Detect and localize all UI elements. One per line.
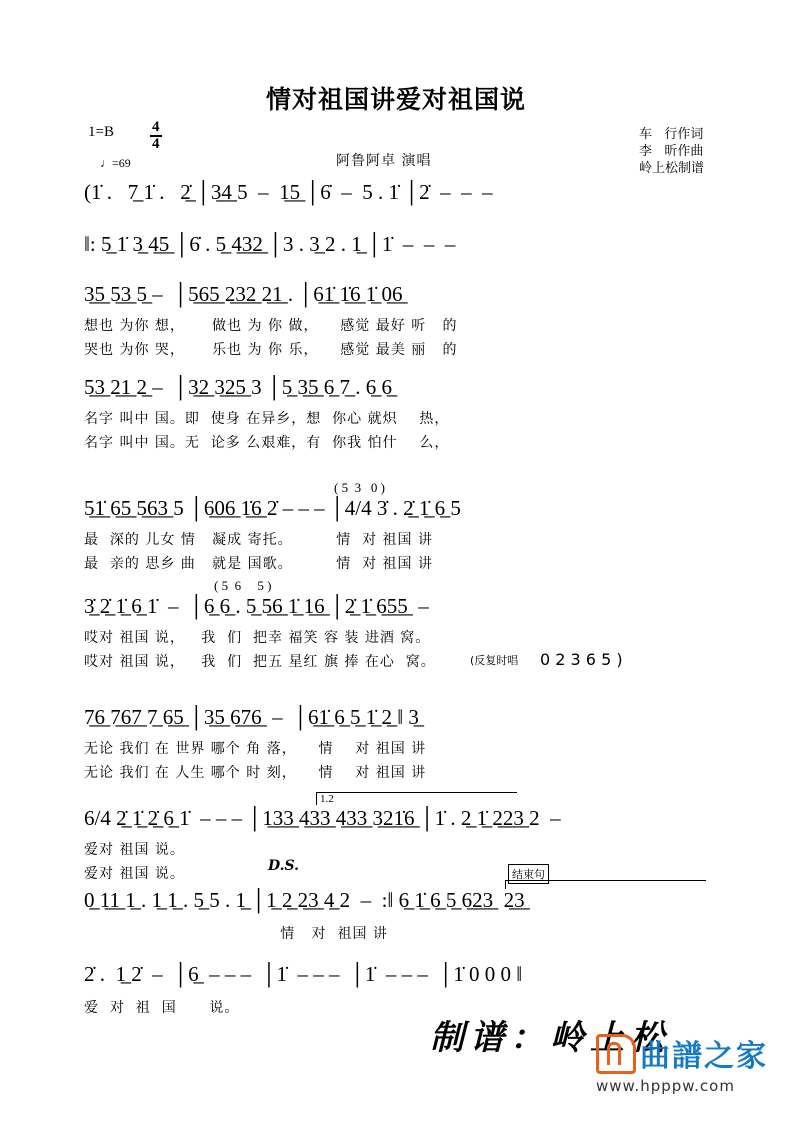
repeat-instruction: (反复时唱 xyxy=(470,654,519,667)
system-6-lyrics-line-2: 哎对 祖国 说， 我 们 把五 星红 旗 捧 在心 窝。 xyxy=(84,654,436,670)
system-8-lyrics-line-2: 爱对 祖国 说。 xyxy=(84,866,185,882)
system-9-lyrics-line-1: 情 对 祖国 讲 xyxy=(84,926,388,942)
credit-lyricist: 车 行作词 xyxy=(638,127,704,142)
page-title: 情对祖国讲爱对祖国说 xyxy=(265,85,526,114)
ending-section-label: 结束句 xyxy=(508,864,549,884)
key-signature: 1=B xyxy=(88,124,114,140)
site-url: www.hpppw.com xyxy=(596,1077,735,1095)
repeat-instruction-notes: 0 2 3 6 5 ) xyxy=(540,650,623,669)
volta-label: 1.2 xyxy=(320,793,334,805)
music-system-4 xyxy=(84,375,708,452)
system-8-lyrics-line-1: 爱对 祖国 说。 xyxy=(84,842,185,858)
system-7-notes: 7̲6̲ 7̲6̲7̲ 7̲ 6̲5̲ │3̲5̲ 6̲7̲6̲ – │6̲1̲̇ 6̲ 5̲ 1̲̇ 2̲ ‖ 3̲ xyxy=(84,705,419,729)
system-6-lyrics-line-1: 哎对 祖国 说， 我 们 把幸 福笑 容 装 进酒 窝。 xyxy=(84,630,431,646)
system-5-ornament: ( 5 3 0 ) xyxy=(334,480,385,495)
system-6-ornament: ( 5 6 5 ) xyxy=(214,578,272,593)
arranger-signature: 制谱：岭上松 xyxy=(430,1018,670,1058)
system-9-notes: 0̲ 1̲1̲ 1̲ . 1̲ 1̲ . 5̲ 5 . 1̲ │1̲ 2̲ 2̲3̲ 4̲ 2 – :‖ 6̲ 1̲̇ 6̲ 5̲ 6̲2̲3̲ 2̲3̲ xyxy=(84,888,525,912)
ds-mark: D.S. xyxy=(268,858,300,874)
system-10-lyrics-line-1: 爱 对 祖 国 说。 xyxy=(84,1000,240,1016)
system-1-notes: (1̇ . 7̲ 1̇ . 2̲̇ │3̲4̲ 5 – 1̲5̲ │6̇ – 5 . 1̇ │2̇ – – – xyxy=(84,180,493,204)
music-system-9 xyxy=(84,888,708,943)
system-4-lyrics-line-1: 名字 叫中 国。即 使身 在异乡，想 你心 就炽 热， xyxy=(84,411,450,427)
system-7-lyrics-line-1: 无论 我们 在 世界 哪个 角 落， 情 对 祖国 讲 xyxy=(84,741,427,757)
system-4-notes: 5̲3̲ 2̲1̲ 2̲ – │3̲2̲ 3̲2̲5̲ 3 │5̲ 3̲5̲ 6̲ 7̲ . 6̲ 6̲ xyxy=(84,375,393,399)
system-7-lyrics-line-2: 无论 我们 在 人生 哪个 时 刻， 情 对 祖国 讲 xyxy=(84,765,427,781)
system-3-notes: 3̲5̲ 5̲3̲ 5̲ – │5̲6̲5̲ 2̲3̲2̲ 2̲1̲ . │6̲1̲̇ 1̲̇6̲ 1̲̇ 0̲6̲ xyxy=(84,282,403,306)
system-3-lyrics-line-2: 哭也 为你 哭， 乐也 为 你 乐， 感觉 最美 丽 的 xyxy=(84,342,458,358)
music-system-7 xyxy=(84,705,708,782)
time-signature xyxy=(150,120,162,153)
music-system-8 xyxy=(84,806,708,883)
music-system-2 xyxy=(84,232,708,257)
system-5-lyrics-line-2: 最 亲的 思乡 曲 就是 国歌。 情 对 祖国 讲 xyxy=(84,556,434,572)
system-4-lyrics-line-2: 名字 叫中 国。无 论多 么艰难，有 你我 怕什 么， xyxy=(84,435,450,451)
credits-block xyxy=(639,126,704,177)
system-2-notes: ‖: 5̲ 1̇ 3̲ 4̲5̲ │6̇ . 5̲ 4̲3̲2̲ │3 . 3̲ 2 . 1̲ │1̇ – – – xyxy=(84,232,456,256)
time-signature-denominator: 4 xyxy=(152,136,160,153)
volta-bracket xyxy=(316,792,517,805)
music-system-1 xyxy=(84,180,708,205)
system-10-notes: 2̇ . 1̲ 2̇ – │6̲ – – – │1̇ – – – │1̇ – – – │1̇ 0 0 0 ‖ xyxy=(84,962,523,986)
site-watermark xyxy=(596,1031,768,1095)
system-5-notes: 5̲1̲̇ 6̲5̲ 5̲6̲3̲ 5 │6̲0̲6̲ 1̲̇6̲ 2̇ – – – │4/4 3̇ . 2̲̇ 1̲̇ 6̲ 5 xyxy=(84,496,461,520)
system-8-notes: 6/4 2̲̇ 1̲̇ 2̲̇ 6̲ 1̇ – – – │1̲3̲3̲ 4̲3̲3̲ 4̲3̲3̲ 3̲2̲1̲̇6̲ │1̇ . 2̲ 1̲̇ 2̲2̲3̲ 2 – xyxy=(84,806,561,830)
credit-arranger: 岭上松制谱 xyxy=(638,161,704,176)
credit-composer: 李 昕作曲 xyxy=(638,144,704,159)
system-5-lyrics-line-1: 最 深的 儿女 情 凝成 寄托。 情 对 祖国 讲 xyxy=(84,532,434,548)
system-6-notes: 3̲̇ 2̲̇ 1̲̇ 6̲ 1̇ – │6̲ 6̲ . 5̲ 5̲6̲ 1̲̇ 1̲6̲ │2̲̇ 1̲̇ 6̲5̲5̲ – xyxy=(84,594,429,618)
music-system-10 xyxy=(84,962,708,1017)
tempo-marking: ♩=69 xyxy=(100,156,131,170)
performer-credit: 阿鲁阿卓 演唱 xyxy=(336,153,432,169)
music-system-5 xyxy=(84,480,708,573)
system-3-lyrics-line-1: 想也 为你 想， 做也 为 你 做， 感觉 最好 听 的 xyxy=(84,318,458,334)
time-signature-numerator: 4 xyxy=(150,120,162,137)
logo-icon xyxy=(596,1034,636,1074)
site-brand: 曲譜之家 xyxy=(640,1039,768,1074)
music-system-3 xyxy=(84,282,708,359)
